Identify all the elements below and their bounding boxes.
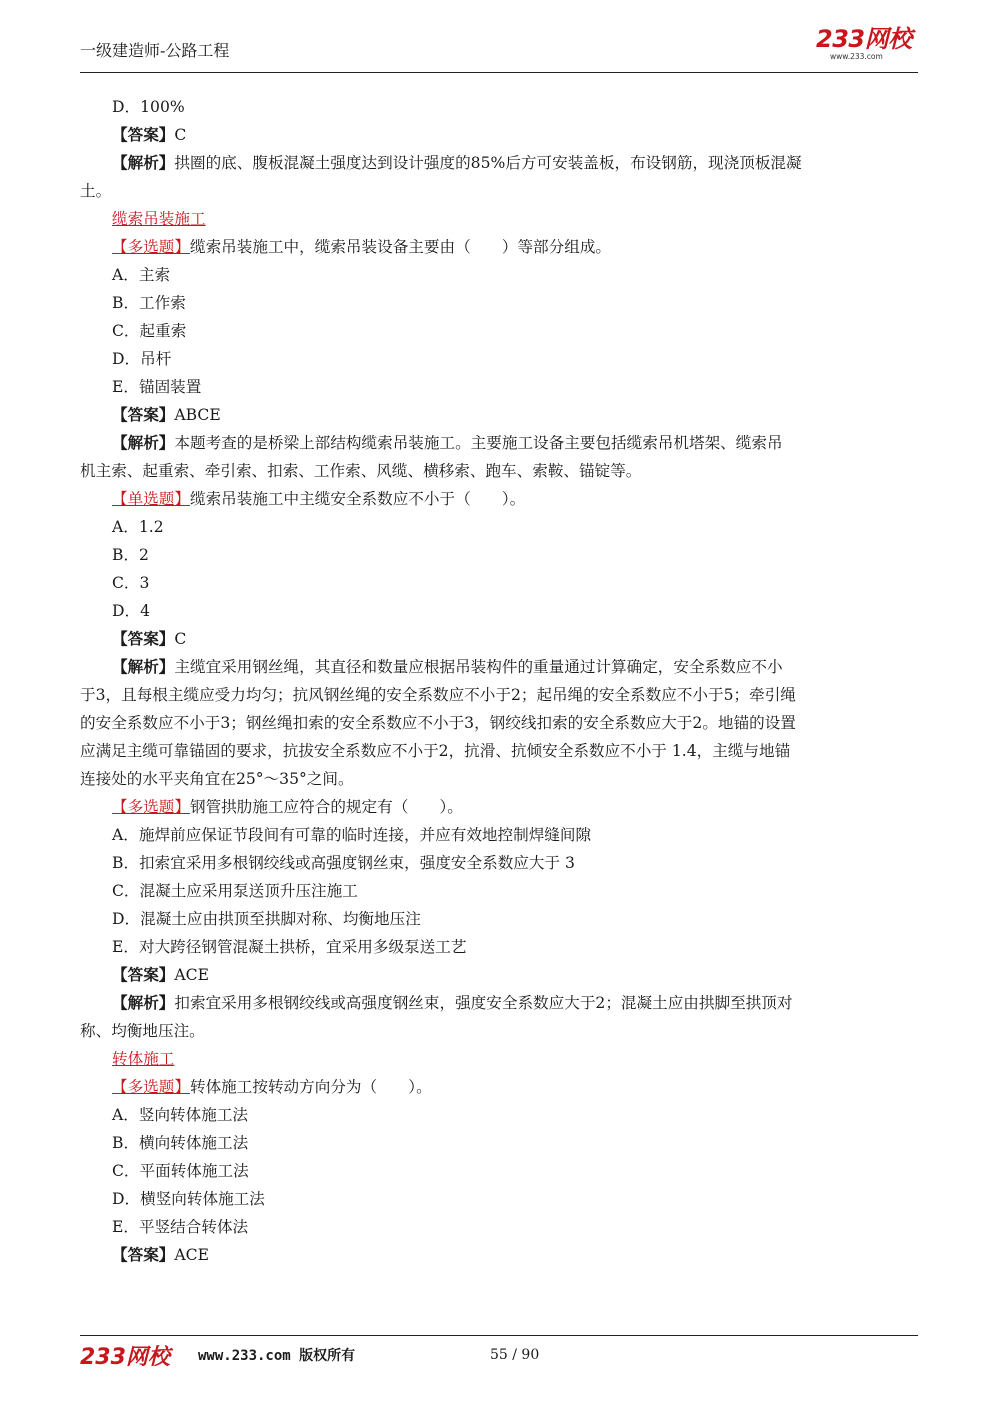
text-line: [80, 373, 926, 401]
text-line: [80, 933, 926, 961]
question-type-tag: 【单选题】: [112, 490, 190, 508]
section-title: 缆索吊装施工: [112, 210, 206, 228]
footer-rule: [80, 1335, 918, 1336]
label: 【解析】: [112, 993, 175, 1012]
answer-line: [80, 989, 926, 1017]
header-rule: [80, 72, 918, 73]
line-text: C．平面转体施工法: [112, 1162, 249, 1180]
answer-line: [80, 1241, 926, 1269]
line-text: B．扣索宜采用多根钢绞线或高强度钢丝束，强度安全系数应大于 3: [112, 854, 575, 872]
answer-line: [80, 625, 926, 653]
answer-line: [80, 961, 926, 989]
line-text: C: [174, 630, 187, 648]
text-line: [80, 541, 926, 569]
logo-text: 233网校: [816, 25, 912, 53]
question-type-tag: 【多选题】: [112, 798, 190, 816]
label: 【解析】: [112, 657, 175, 676]
page-content: [80, 93, 926, 1269]
line-text: C．起重索: [112, 322, 187, 340]
line-text: C．混凝土应采用泵送顶升压注施工: [112, 882, 358, 900]
answer-line: [80, 149, 926, 177]
text-line: [80, 261, 926, 289]
text-line: [80, 905, 926, 933]
text-line: [80, 1157, 926, 1185]
line-text: A．1.2: [112, 518, 164, 536]
question-line: [80, 233, 926, 261]
line-text: D．横竖向转体施工法: [112, 1190, 265, 1208]
line-text: 钢管拱肋施工应符合的规定有（ ）。: [189, 798, 463, 816]
line-text: B．横向转体施工法: [112, 1134, 249, 1152]
text-line: [80, 1101, 926, 1129]
line-text: 称、均衡地压注。: [80, 1022, 205, 1040]
answer-line: [80, 121, 926, 149]
line-text: C．3: [112, 574, 150, 592]
brand-logo[interactable]: [816, 26, 920, 66]
section-title: 转体施工: [112, 1050, 175, 1068]
line-text: ACE: [174, 1246, 209, 1264]
footer: [80, 1340, 920, 1370]
answer-line: [80, 429, 926, 457]
label: 【解析】: [112, 433, 175, 452]
text-line: [80, 821, 926, 849]
line-text: C: [174, 126, 187, 144]
line-text: ACE: [174, 966, 209, 984]
line-text: 本题考查的是桥梁上部结构缆索吊装施工。主要施工设备主要包括缆索吊机塔架、缆索吊: [174, 434, 783, 452]
footer-site[interactable]: www.233.com 版权所有: [198, 1348, 356, 1364]
text-line: [80, 1129, 926, 1157]
line-text: 拱圈的底、腹板混凝土强度达到设计强度的85%后方可安装盖板，布设钢筋，现浇顶板混凝: [174, 154, 802, 172]
page-number: 55 / 90: [490, 1347, 540, 1363]
text-line: [80, 93, 926, 121]
answer-line: [80, 653, 926, 681]
line-text: 的安全系数应不小于3；钢丝绳扣索的安全系数应不小于3，钢绞线扣索的安全系数应大于2。地锚的设置: [80, 714, 796, 732]
question-line: [80, 793, 926, 821]
label: 【答案】: [112, 965, 175, 984]
line-text: 连接处的水平夹角宜在25°～35°之间。: [80, 770, 354, 788]
text-line: [80, 289, 926, 317]
line-text: 于3，且每根主缆应受力均匀；抗风钢丝绳的安全系数应不小于2；起吊绳的安全系数应不小于5；牵引绳: [80, 686, 796, 704]
text-line: [80, 709, 926, 737]
line-text: 主缆宜采用钢丝绳，其直径和数量应根据吊装构件的重量通过计算确定，安全系数应不小: [174, 658, 783, 676]
text-line: [80, 317, 926, 345]
question-line: [80, 485, 926, 513]
line-text: A．主索: [112, 266, 171, 284]
text-line: [80, 177, 926, 205]
footer-logo[interactable]: 233网校: [80, 1345, 170, 1370]
line-text: E．锚固装置: [112, 378, 202, 396]
label: 【答案】: [112, 1245, 175, 1264]
label: 【答案】: [112, 629, 175, 648]
question-type-tag: 【多选题】: [112, 238, 190, 256]
section-heading: [80, 205, 926, 233]
section-heading: [80, 1045, 926, 1073]
text-line: [80, 1017, 926, 1045]
line-text: E．平竖结合转体法: [112, 1218, 249, 1236]
line-text: A．竖向转体施工法: [112, 1106, 249, 1124]
header-title: 一级建造师-公路工程: [80, 41, 230, 60]
answer-line: [80, 401, 926, 429]
text-line: [80, 765, 926, 793]
question-type-tag: 【多选题】: [112, 1078, 190, 1096]
line-text: D．4: [112, 602, 151, 620]
text-line: [80, 513, 926, 541]
text-line: [80, 345, 926, 373]
label: 【答案】: [112, 405, 175, 424]
line-text: A．施焊前应保证节段间有可靠的临时连接，并应有效地控制焊缝间隙: [112, 826, 592, 844]
line-text: ABCE: [174, 406, 221, 424]
text-line: [80, 849, 926, 877]
text-line: [80, 1185, 926, 1213]
line-text: D．100%: [112, 98, 185, 116]
text-line: [80, 681, 926, 709]
line-text: 应满足主缆可靠锚固的要求，抗拔安全系数应不小于2，抗滑、抗倾安全系数应不小于 1.4，主缆与地锚: [80, 742, 791, 760]
label: 【解析】: [112, 153, 175, 172]
label: 【答案】: [112, 125, 175, 144]
logo-url: www.233.com: [830, 52, 883, 61]
text-line: [80, 569, 926, 597]
line-text: 机主索、起重索、牵引索、扣索、工作索、风缆、横移索、跑车、索鞍、锚锭等。: [80, 462, 642, 480]
line-text: B．工作索: [112, 294, 186, 312]
line-text: 缆索吊装施工中主缆安全系数应不小于（ ）。: [189, 490, 526, 508]
line-text: 土。: [80, 182, 112, 200]
line-text: 缆索吊装施工中，缆索吊装设备主要由（ ）等部分组成。: [189, 238, 612, 256]
text-line: [80, 737, 926, 765]
text-line: [80, 1213, 926, 1241]
line-text: 扣索宜采用多根钢绞线或高强度钢丝束，强度安全系数应大于2；混凝土应由拱脚至拱顶对: [174, 994, 793, 1012]
line-text: D．吊杆: [112, 350, 172, 368]
text-line: [80, 457, 926, 485]
line-text: E．对大跨径钢管混凝土拱桥，宜采用多级泵送工艺: [112, 938, 467, 956]
line-text: B．2: [112, 546, 149, 564]
text-line: [80, 877, 926, 905]
line-text: D．混凝土应由拱顶至拱脚对称、均衡地压注: [112, 910, 421, 928]
question-line: [80, 1073, 926, 1101]
line-text: 转体施工按转动方向分为（ ）。: [189, 1078, 432, 1096]
text-line: [80, 597, 926, 625]
